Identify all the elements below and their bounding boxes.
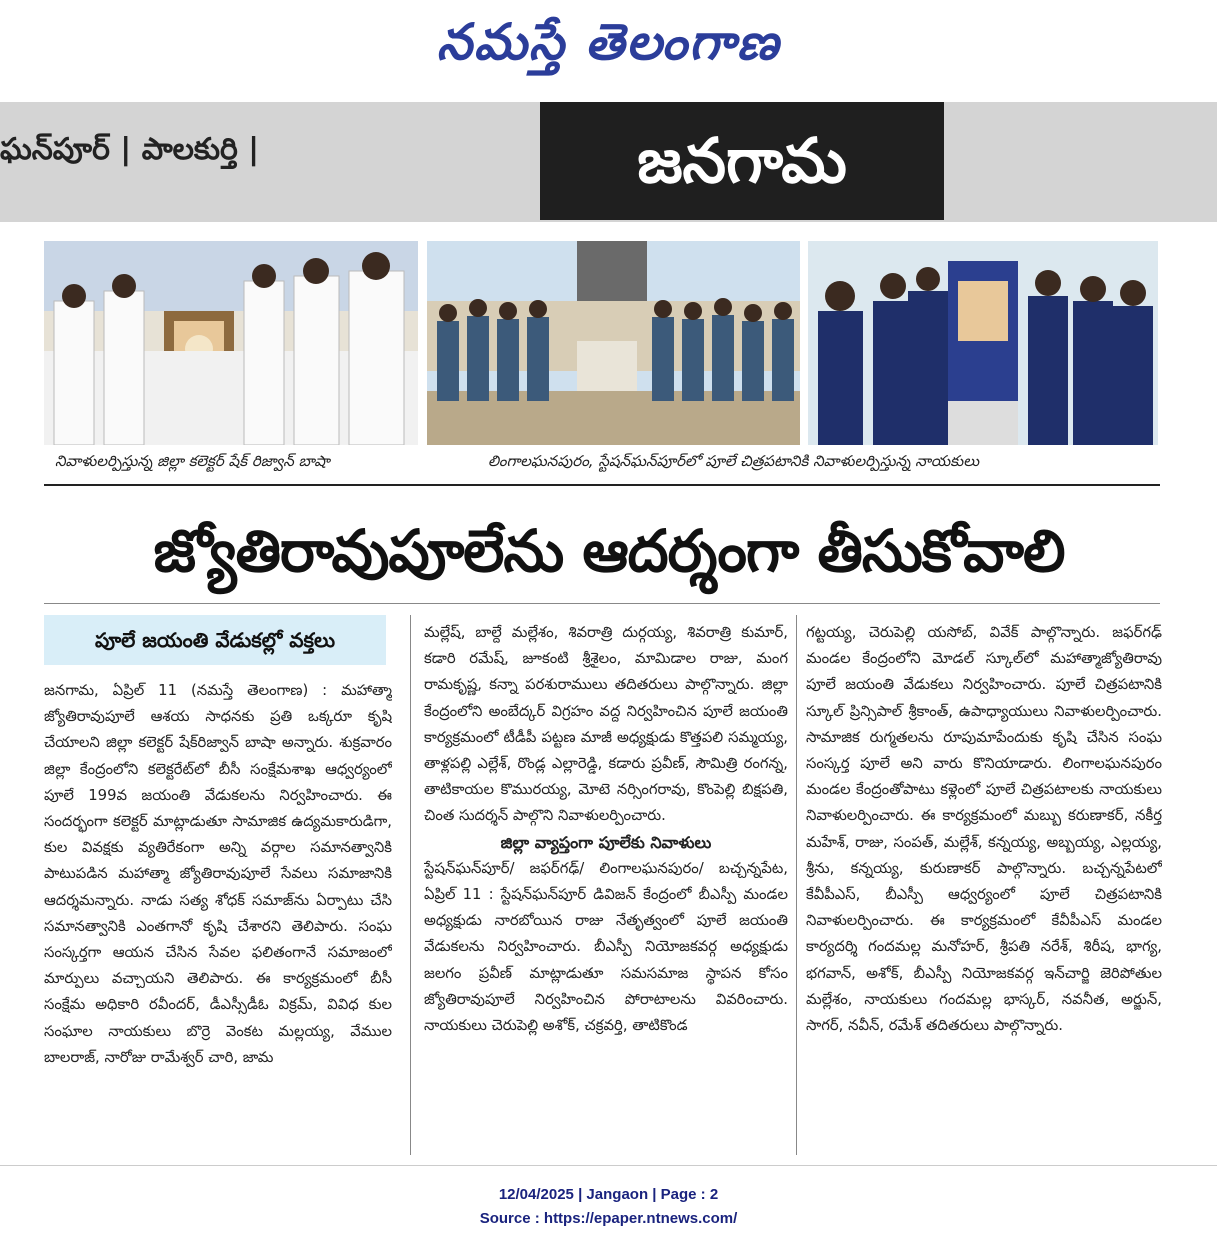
footer-date-line: 12/04/2025 | Jangaon | Page : 2 — [498, 1186, 719, 1203]
footer-source-link[interactable]: Source : https://epaper.ntnews.com/ — [479, 1210, 738, 1227]
caption-rule — [44, 484, 1160, 486]
article-column-3 — [806, 620, 1162, 1150]
headline-rule — [44, 603, 1160, 604]
column-2-text-a: మల్లేష్, బాల్దే మల్లేశం, శివరాత్రి దుర్గయ్య, శివరాత్రి కుమార్, కడారి రమేష్, జూకంటి శ్రీశైలం, మామిడాల రాజు, మంగ రామకృష్ణ, కన్నా పరశురాములు తదితరులు పాల్గొన్నారు. జిల్లా కేంద్రంలోని అంబేద్కర్ విగ్రహం వద్ద నిర్వహించిన పూలే జయంతి కార్యక్రమంలో టీడీపీ పట్టణ మాజీ అధ్యక్షుడు కొత్తపలి సమ్మయ్య, తాళ్లపల్లి ఎల్లేశ్, రొండ్ల ఎల్లారెడ్డి, కడారు ప్రవీణ్, సౌమిత్రి రంగన్న, తాటికాయల కొమురయ్య, మోటె నర్సింగరావు, కొంపెల్లి బిక్షపతి, చింత సుదర్శన్ పాల్గొని నివాళులర్పించారు. — [424, 624, 788, 825]
column-rule-1 — [410, 615, 411, 1155]
bottom-rule — [0, 1165, 1217, 1166]
section-band — [0, 102, 1217, 222]
photo-ceremony — [44, 241, 418, 445]
page-footer — [0, 1183, 1217, 1231]
group-photo-icon — [427, 241, 800, 445]
column-2-text-b: స్టేషన్‌ఘన్‌పూర్/ జఫర్‌గఢ్/ లింగాలఘనపురం/ బచ్చన్నపేట, ఏప్రిల్ 11 : స్టేషన్‌ఘన్‌పూర్ డివిజన్ కేంద్రంలో బీఎస్పీ మండల అధ్యక్షుడు నారబోయిన రాజు నేతృత్వంలో పూలే జయంతి వేడుకలను నిర్వహించారు. బీఎస్పీ నియోజకవర్గ అధ్యక్షుడు జలగం ప్రవీణ్ మాట్లాడుతూ సమసమాజ స్థాపన కోసం జ్యోతిరావుపూలే నిర్వహించిన పోరాటాలను వివరించారు. నాయకులు చెరుపెల్లి అశోక్, చక్రవర్తి, తాటికొండ — [424, 859, 788, 1035]
column-2-subhead: జిల్లా వ్యాప్తంగా పూలేకు నివాళులు — [500, 832, 712, 852]
newspaper-logo: నమస్తే తెలంగాణ — [436, 12, 781, 71]
photo-tribute — [808, 241, 1158, 445]
article-headline: జ్యోతిరావుపూలేను ఆదర్శంగా తీసుకోవాలి — [153, 517, 1065, 585]
section-places: ఘన్‌పూర్ | పాలకుర్తి | — [0, 132, 260, 167]
article-column-2 — [424, 620, 788, 1150]
column-1-text: జనగామ, ఏప్రిల్ 11 (నమస్తే తెలంగాణ) : మహాత్మా జ్యోతిరావుపూలే ఆశయ సాధనకు ప్రతి ఒక్కరూ కృషి చేయాలని జిల్లా కలెక్టర్ షేక్‌రిజ్వాన్ బాషా అన్నారు. శుక్రవారం జిల్లా కేంద్రంలోని కలెక్టరేట్‌లో బీసీ సంక్షేమశాఖ ఆధ్వర్యంలో పూలే 199వ జయంతి వేడుకలను నిర్వహించారు. ఈ సందర్భంగా కలెక్టర్ మాట్లాడుతూ సామాజిక ఉద్యమకారుడిగా, కుల వివక్షకు వ్యతిరేకంగా అన్ని వర్గాల సమానత్వానికి పాటుపడిన మహాత్మా జ్యోతిరావుపూలే సేవలు సమాజానికి ఆదర్శమన్నారు. నాడు సత్య శోధక్ సమాజ్‌ను ఏర్పాటు చేసి సమానత్వానికి ఎంతగానో కృషి చేశారని తెలిపారు. సంఘ సంస్కర్తగా ఆయన చేసిన సేవల ఫలితంగానే సమాజంలో మార్పులు వచ్చాయని తెలిపారు. ఈ కార్యక్రమంలో బీసీ సంక్షేమ అధికారి రవీందర్, డీఎస్సీడీఓ విక్రమ్, వివిధ కుల సంఘాల నాయకులు బొర్రె వెంకట మల్లయ్య, వేముల బాలరాజ్, నారోజు రామేశ్వర్ చారి, జామ — [44, 682, 392, 1066]
section-title: జనగామ — [540, 102, 944, 220]
tribute-photo-icon — [808, 241, 1158, 445]
article-subheading: పూలే జయంతి వేడుకల్లో వక్తలు — [44, 615, 386, 665]
ceremony-photo-icon — [44, 241, 418, 445]
column-rule-2 — [796, 615, 797, 1155]
photo-caption-right: లింగాలఘనపురం, స్టేషన్‌ఘన్‌పూర్‌లో పూలే చిత్రపటానికి నివాళులర్పిస్తున్న నాయకులు — [488, 452, 980, 470]
column-3-text: గట్టయ్య, చెరుపెల్లి యసోబ్, వివేక్ పాల్గొన్నారు. జఫర్‌గఢ్ మండల కేంద్రంలోని మోడల్ స్కూల్‌లో మహాత్మాజ్యోతిరావు పూలే జయంతి వేడుకలు నిర్వహించారు. పూలే చిత్రపటానికి స్కూల్ ప్రిన్సిపాల్ శ్రీకాంత్, ఉపాధ్యాయులు నివాళులర్పించారు. సామాజిక రుగ్మతలను రూపుమాపేందుకు కృషి చేసిన సంఘ సంస్కర్త పూలే అని వారు కొనియాడారు. లింగాలఘనపురం మండల కేంద్రంతోపాటు కళ్లెంలో పూలే చిత్రపటాలకు నాయకులు నివాళులర్పించారు. ఈ కార్యక్రమంలో మబ్బు కరుణాకర్, నకీర్త మహేశ్, రాజు, సంపత్, మల్లేశ్, కన్నయ్య, అబ్బయ్య, ఎల్లయ్య, శ్రీను, కన్నయ్య, కురుణాకర్ పాల్గొన్నారు. బచ్చన్నపేటలో కేవీపీఎస్, బీఎస్పీ ఆధ్వర్యంలో పూలే చిత్రపటానికి నివాళులర్పించారు. ఈ కార్యక్రమంలో కేవీపీఎస్ మండల కార్యదర్శి గందమల్ల మనోహర్, శ్రీపతి నరేశ్, శిరీష, భాగ్య, భగవాన్, అశోక్, బీఎస్పీ నియోజకవర్గ ఇన్‌చార్జి జెరిపోతుల మల్లేశం, నాయకులు గందమల్ల భాస్కర్, నవనీత, అర్జున్, సాగర్, నవీన్, రమేశ్ తదితరులు పాల్గొన్నారు. — [806, 624, 1162, 1035]
photo-group — [427, 241, 800, 445]
masthead — [0, 0, 1217, 96]
article-column-1 — [44, 678, 392, 1148]
photo-caption-left: నివాళులర్పిస్తున్న జిల్లా కలెక్టర్ షేక్ రిజ్వాన్ బాషా — [55, 452, 330, 470]
